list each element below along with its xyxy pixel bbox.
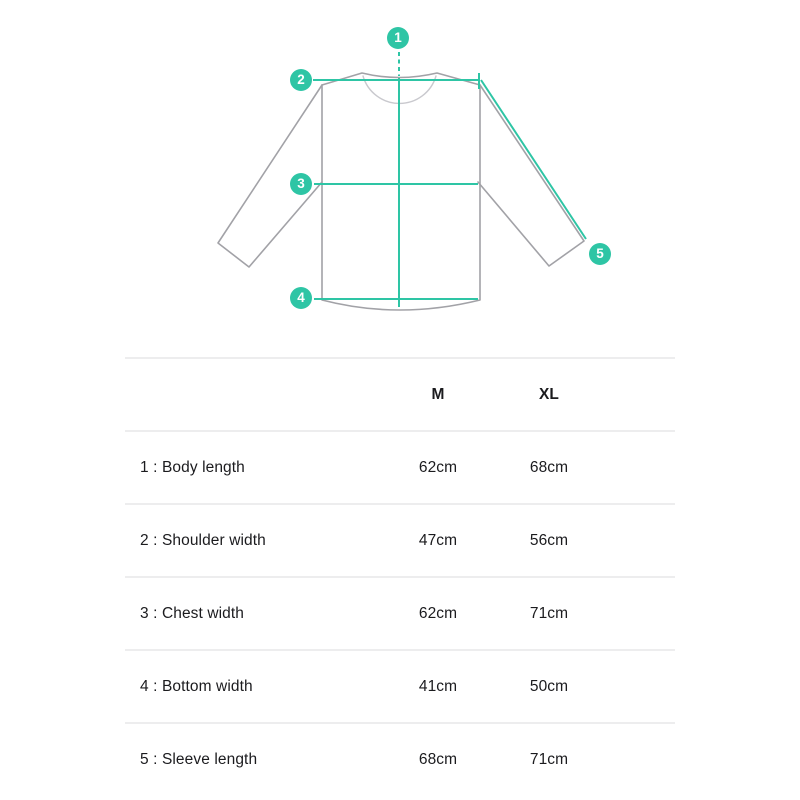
table-row-sleeve-length — [125, 722, 675, 795]
shirt-body-outline — [322, 85, 480, 310]
shirt-right-sleeve-outline — [478, 85, 584, 266]
row-value-m: 47cm — [418, 531, 458, 549]
row-value-xl: 56cm — [529, 531, 569, 549]
measure-badge-4-number: 4 — [297, 290, 305, 306]
measure-badge-1-number: 1 — [394, 30, 402, 46]
measure-badge-3 — [290, 173, 312, 195]
garment-measurement-diagram — [0, 0, 800, 340]
row-label: 1 : Body length — [140, 458, 245, 476]
measure-badge-5-number: 5 — [596, 246, 604, 262]
table-row-bottom-width — [125, 649, 675, 722]
table-row-shoulder-width — [125, 503, 675, 576]
measure-badge-3-number: 3 — [297, 176, 305, 192]
measure-badge-4 — [290, 287, 312, 309]
table-row-body-length — [125, 430, 675, 503]
sleeve-length-line — [481, 80, 586, 239]
size-table-header-m: M — [431, 385, 445, 403]
table-row-chest-width — [125, 576, 675, 649]
shirt-outline-graphic — [0, 0, 800, 340]
measure-badge-1 — [387, 27, 409, 49]
size-table-header-row — [125, 357, 675, 430]
row-value-m: 41cm — [418, 677, 458, 695]
row-value-m: 62cm — [418, 458, 458, 476]
measure-badge-2 — [290, 69, 312, 91]
row-value-xl: 68cm — [529, 458, 569, 476]
row-value-xl: 71cm — [529, 604, 569, 622]
measure-badge-2-number: 2 — [297, 72, 305, 88]
row-label: 2 : Shoulder width — [140, 531, 266, 549]
row-value-m: 68cm — [418, 750, 458, 768]
row-label: 5 : Sleeve length — [140, 750, 258, 768]
row-value-m: 62cm — [418, 604, 458, 622]
size-table — [125, 357, 675, 795]
size-table-header-xl: XL — [538, 385, 559, 403]
row-value-xl: 50cm — [529, 677, 569, 695]
row-label: 4 : Bottom width — [140, 677, 253, 695]
measure-badge-5 — [589, 243, 611, 265]
row-label: 3 : Chest width — [140, 604, 245, 622]
row-value-xl: 71cm — [529, 750, 569, 768]
